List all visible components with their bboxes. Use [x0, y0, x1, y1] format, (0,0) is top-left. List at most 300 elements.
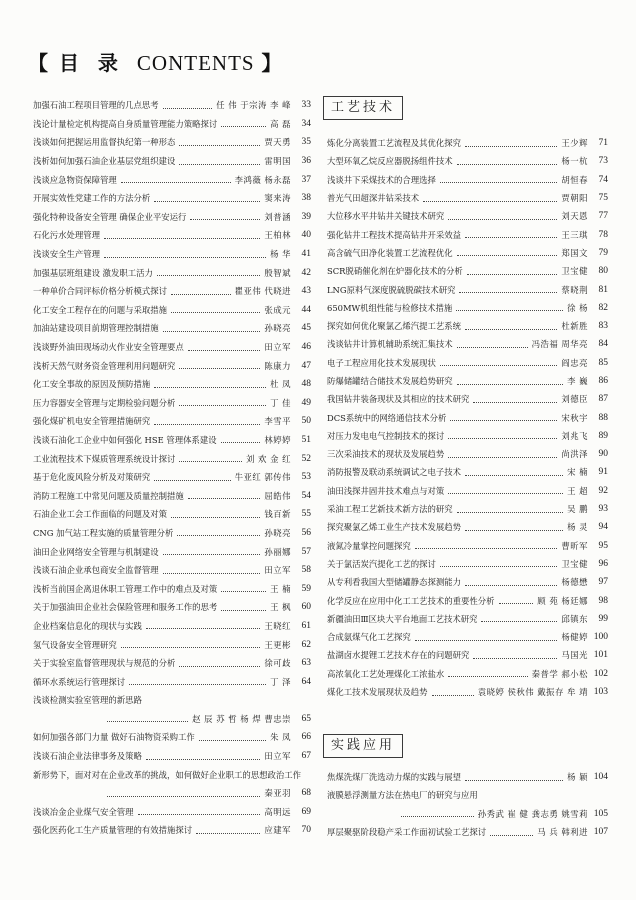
dot-leader — [121, 647, 261, 648]
entry-title: 浅谈检测实验室管理的新思路 — [33, 695, 142, 706]
entry-page: 107 — [593, 827, 608, 838]
entry-authors: 高 磊 — [270, 118, 291, 129]
entry-authors: 宋秋宇 — [561, 412, 588, 423]
entry-line — [327, 573, 608, 591]
entry-title: 浅谈石油企业法律事务及策略 — [33, 751, 142, 762]
entry-title: 高浓氧化工艺处理煤化工浓盐水 — [327, 668, 445, 679]
entry-line — [33, 263, 311, 282]
dot-leader — [196, 833, 260, 834]
entry-authors: 王三琪 — [561, 229, 588, 240]
dot-leader — [107, 721, 188, 722]
entry-authors: 孙晓亮 — [264, 323, 291, 334]
entry-page: 42 — [301, 267, 311, 278]
entry-title: 浅谈钻井计算机辅助系统汇集技术 — [327, 339, 453, 350]
entry-title: 强化特种设备安全管理 确保企业平安运行 — [33, 211, 187, 222]
dot-leader — [456, 310, 563, 311]
toc-entry — [33, 468, 311, 487]
entry-authors: 杨 颖 — [567, 772, 588, 783]
entry-line — [33, 747, 311, 766]
entry-line — [33, 635, 311, 654]
entry-title: 氢气设备安全管理研究 — [33, 639, 117, 650]
entry-authors: 吴 鹏 — [567, 504, 588, 515]
entry-authors: 丁 泽 — [270, 676, 291, 687]
entry-authors: 朱 凤 — [270, 732, 291, 743]
entry-authors: 王 楠 — [270, 583, 291, 594]
entry-title: 强化医药化工生产质量管理的有效措施探讨 — [33, 825, 193, 836]
entry-title: 浅析如何加强石油企业基层党组织建设 — [33, 156, 176, 167]
entry-page: 95 — [598, 540, 608, 551]
toc-entry — [33, 524, 311, 543]
entry-line — [327, 317, 608, 335]
entry-page: 104 — [593, 772, 608, 783]
entry-authors: 应建军 — [264, 825, 291, 836]
entry-title: 探究如何优化聚氯乙烯汽提工艺系统 — [327, 321, 461, 332]
entry-page: 86 — [598, 376, 608, 386]
entry-title: 油田浅探井固井技术难点与对策 — [327, 485, 445, 496]
entry-line — [327, 262, 608, 280]
entry-authors: 林婷婷 — [264, 434, 291, 445]
entry-page: 58 — [301, 565, 311, 576]
toc-entry — [327, 171, 608, 189]
entry-page: 41 — [301, 249, 311, 260]
dot-leader — [171, 294, 231, 295]
entry-line — [327, 390, 608, 408]
section-heading-practical-application: 实践应用 — [323, 734, 403, 758]
toc-entry — [327, 244, 608, 262]
entry-line — [33, 226, 311, 245]
dot-leader — [448, 438, 557, 439]
entry-line — [327, 280, 608, 298]
entry-line — [33, 208, 311, 227]
toc-entry — [33, 542, 311, 561]
entry-title: 循环水系统运行管理探讨 — [33, 676, 126, 687]
entry-page: 70 — [301, 825, 311, 836]
dot-leader — [221, 610, 266, 611]
dot-leader — [129, 684, 266, 685]
entry-page: 34 — [301, 118, 311, 129]
entry-line — [327, 463, 608, 481]
entry-line — [33, 542, 311, 561]
dot-leader — [490, 835, 533, 836]
entry-authors: 马 兵 韩利进 — [537, 827, 588, 838]
entry-page: 74 — [598, 174, 608, 185]
dot-leader — [163, 554, 261, 555]
entry-line — [33, 505, 311, 524]
dot-leader — [465, 475, 563, 476]
toc-entry — [33, 133, 311, 152]
entry-title: DCS系统中的网络通信技术分析 — [327, 412, 447, 423]
dot-leader — [179, 145, 260, 146]
toc-entry — [327, 786, 608, 823]
entry-title: 我国钻井装备现状及其相应的技术研究 — [327, 394, 470, 405]
entry-line — [327, 610, 608, 628]
entry-page: 99 — [598, 613, 608, 624]
entry-page: 61 — [301, 620, 311, 631]
entry-title: 关于实验室监督管理现状与规范的分析 — [33, 658, 176, 669]
entry-line — [33, 672, 311, 691]
toc-entry — [327, 500, 608, 518]
entry-title: 焦煤洗煤厂洗选动力煤的实践与展望 — [327, 772, 461, 783]
contents-heading — [28, 50, 282, 76]
entry-title-line — [33, 765, 311, 784]
dot-leader — [190, 219, 260, 220]
entry-title: 炼化分离装置工艺流程及其优化探究 — [327, 138, 461, 149]
entry-title: 浅谈冶金企业煤气安全管理 — [33, 806, 134, 817]
toc-entry — [327, 555, 608, 573]
dot-leader — [457, 512, 563, 513]
entry-line — [33, 431, 311, 450]
entry-line — [327, 354, 608, 372]
entry-line — [33, 617, 311, 636]
entry-page: 89 — [598, 430, 608, 441]
entry-page: 78 — [598, 229, 608, 240]
entry-title: 关于加强油田企业社会保险管理和服务工作的思考 — [33, 602, 218, 613]
entry-authors: 杨 灵 — [567, 522, 588, 533]
entry-page: 35 — [301, 137, 311, 148]
dot-leader — [104, 238, 260, 239]
dot-leader — [448, 676, 527, 677]
entry-title: 防爆储罐结合储技术发展趋势研究 — [327, 376, 453, 386]
entry-authors: 贾天勇 — [264, 137, 291, 148]
entry-page: 82 — [598, 302, 608, 313]
entry-authors: 冯浩福 周华亮 — [531, 339, 588, 350]
dot-leader — [465, 585, 557, 586]
entry-line — [327, 555, 608, 573]
entry-line — [327, 482, 608, 500]
toc-entry — [33, 152, 311, 171]
entry-title: 液氮冷量掌控问题探究 — [327, 540, 411, 551]
entry-title: 如何加强各部门力量 做好石油物资采购工作 — [33, 732, 195, 743]
entry-title: 浅谈如何把握运用监督执纪第一种形态 — [33, 137, 176, 148]
entry-line — [327, 823, 608, 841]
entry-title: 浅谈井下采煤技术的合理选择 — [327, 174, 436, 185]
toc-entry — [33, 356, 311, 375]
entry-authors: 杜新胜 — [561, 321, 588, 332]
toc-entry — [33, 338, 311, 357]
entry-page: 96 — [598, 558, 608, 569]
entry-author-line — [33, 784, 311, 803]
entry-authors: 丁 佳 — [270, 397, 291, 408]
toc-entry — [33, 654, 311, 673]
entry-page: 57 — [301, 546, 311, 557]
entry-title: 企业档案信息化的现状与实践 — [33, 620, 142, 631]
entry-line — [327, 408, 608, 426]
entry-authors: 王 枫 — [270, 602, 291, 613]
entry-authors: 卫宝健 — [561, 266, 588, 277]
entry-authors: 高明远 — [264, 806, 291, 817]
entry-page: 101 — [593, 650, 608, 661]
entry-line — [33, 189, 311, 208]
entry-line — [327, 500, 608, 518]
entry-title: 压力容器安全管理与定期检验问题分析 — [33, 397, 176, 408]
dot-leader — [423, 201, 557, 202]
dot-leader — [440, 182, 558, 183]
dot-leader — [163, 108, 213, 109]
entry-authors: 贾朝阳 — [561, 193, 588, 204]
toc-entry — [33, 301, 311, 320]
entry-page: 56 — [301, 527, 311, 538]
entry-line — [33, 319, 311, 338]
entry-page: 63 — [301, 658, 311, 669]
entry-authors: 王晓红 — [264, 620, 291, 631]
entry-title: 采油工程工艺新技术新方法的研究 — [327, 504, 453, 515]
entry-page: 102 — [593, 668, 608, 679]
dot-leader — [107, 796, 260, 797]
toc-entry — [327, 225, 608, 243]
toc-entry — [33, 208, 311, 227]
toc-entry — [327, 628, 608, 646]
entry-author-line — [327, 805, 608, 823]
entry-line — [327, 445, 608, 463]
entry-page: 91 — [598, 467, 608, 478]
entry-line — [33, 356, 311, 375]
entry-page: 65 — [301, 713, 311, 724]
entry-title: 三次采油技术的现状及发展趋势 — [327, 449, 445, 460]
toc-entry — [33, 486, 311, 505]
dot-leader — [465, 530, 563, 531]
toc-entry — [33, 245, 311, 264]
entry-page: 53 — [301, 472, 311, 483]
entry-line — [33, 449, 311, 468]
entry-line — [327, 665, 608, 683]
dot-leader — [138, 814, 261, 815]
entry-authors: 雷明国 — [264, 156, 291, 167]
entry-line — [327, 189, 608, 207]
toc-entry — [327, 445, 608, 463]
entry-page: 43 — [301, 286, 311, 297]
entry-page: 44 — [301, 304, 311, 315]
toc-entry — [33, 579, 311, 598]
dot-leader — [473, 658, 557, 659]
entry-title: 浅析当前国企离退休职工管理工作中的难点及对策 — [33, 583, 218, 594]
entry-authors: 徐可歧 — [264, 658, 291, 669]
entry-authors: 袁晓婷 侯秋伟 戴振存 牟 靖 — [477, 687, 588, 698]
entry-authors: 蔡晓荆 — [561, 284, 588, 295]
dot-leader — [465, 237, 557, 238]
toc-entry — [33, 115, 311, 134]
dot-leader — [146, 628, 261, 629]
entry-authors: 郑国文 — [561, 247, 588, 258]
right-column-section-entries — [327, 134, 608, 701]
entry-authors: 秦亚羽 — [264, 788, 291, 799]
heading-title-cn: 目 录 — [58, 51, 124, 75]
toc-entry — [327, 189, 608, 207]
toc-entry — [33, 394, 311, 413]
entry-line — [33, 412, 311, 431]
entry-title: 普光气田超深井钻采技术 — [327, 193, 420, 204]
entry-authors: 田立军 — [264, 342, 291, 353]
entry-authors: 牛亚红 郭传伟 — [234, 472, 291, 483]
entry-authors: 秦普学 郝小松 — [531, 668, 588, 679]
entry-page: 45 — [301, 323, 311, 334]
entry-authors: 田立军 — [264, 751, 291, 762]
entry-authors: 王柏林 — [264, 230, 291, 241]
entry-line — [33, 375, 311, 394]
dot-leader — [473, 402, 557, 403]
toc-entry — [327, 518, 608, 536]
entry-page: 80 — [598, 266, 608, 277]
entry-page: 97 — [598, 577, 608, 588]
entry-page: 62 — [301, 639, 311, 650]
dot-leader — [154, 387, 266, 388]
heading-title-en: CONTENTS — [136, 51, 255, 75]
entry-authors: 屈皓伟 — [264, 490, 291, 501]
entry-authors: 杨 华 — [270, 249, 291, 260]
entry-line — [33, 468, 311, 487]
entry-title-line — [33, 691, 311, 710]
entry-line — [327, 537, 608, 555]
entry-line — [33, 598, 311, 617]
entry-title: 盐湖卤水提锂工艺技术存在的问题研究 — [327, 650, 470, 661]
dot-leader — [154, 424, 260, 425]
heading-bracket-open: 【 — [28, 51, 48, 75]
toc-entry — [33, 189, 311, 208]
entry-title: 浅论计量检定机构提高自身质量管理能力策略探讨 — [33, 118, 218, 129]
entry-title: 化工安全事故的原因及预防措施 — [33, 379, 151, 390]
dot-leader — [104, 257, 266, 258]
dot-leader — [221, 442, 261, 443]
entry-page: 59 — [301, 583, 311, 594]
entry-line — [327, 372, 608, 390]
entry-page: 47 — [301, 360, 311, 371]
entry-page: 81 — [598, 284, 608, 295]
entry-page: 88 — [598, 412, 608, 423]
entry-line — [327, 171, 608, 189]
dot-leader — [457, 255, 558, 256]
entry-authors: 徐 杨 — [567, 302, 588, 313]
toc-entry — [327, 482, 608, 500]
toc-entry — [33, 672, 311, 691]
entry-authors: 杨一杭 — [561, 156, 588, 167]
entry-title: 石化污水处理管理 — [33, 230, 100, 241]
entry-authors: 王 超 — [567, 485, 588, 496]
entry-title: 大位移水平井钻井关键技术研究 — [327, 211, 445, 222]
entry-page: 33 — [301, 100, 311, 111]
entry-line — [327, 335, 608, 353]
dot-leader — [448, 219, 557, 220]
entry-authors: 邱镇东 — [561, 613, 588, 624]
entry-authors: 尚洪泽 — [561, 449, 588, 460]
entry-authors: 杨健婷 — [561, 632, 588, 643]
entry-page: 79 — [598, 247, 608, 258]
entry-line — [33, 486, 311, 505]
entry-page: 69 — [301, 806, 311, 817]
dot-leader — [401, 816, 474, 817]
entry-line — [327, 207, 608, 225]
dot-leader — [457, 384, 563, 385]
entry-authors: 卫宝健 — [561, 558, 588, 569]
dot-leader — [199, 740, 266, 741]
entry-line — [327, 152, 608, 170]
entry-title: 高含硫气田净化装置工艺流程优化 — [327, 247, 453, 258]
dot-leader — [163, 331, 261, 332]
dot-leader — [465, 329, 557, 330]
entry-line — [327, 225, 608, 243]
entry-authors: 陈康力 — [264, 360, 291, 371]
entry-authors: 王少辉 — [561, 138, 588, 149]
entry-page: 68 — [301, 788, 311, 799]
entry-authors: 宋 楠 — [567, 467, 588, 478]
entry-title: 油田企业网络安全管理与机制建设 — [33, 546, 159, 557]
entry-page: 40 — [301, 230, 311, 241]
entry-line — [33, 579, 311, 598]
entry-title: 加强基层班组建设 激发职工活力 — [33, 267, 153, 278]
entry-authors: 窦来涛 — [264, 193, 291, 204]
toc-entry — [327, 280, 608, 298]
entry-authors: 孙晓亮 — [264, 527, 291, 538]
dot-leader — [188, 498, 261, 499]
entry-title: 探究聚氯乙烯工业生产技术发展趋势 — [327, 522, 461, 533]
entry-line — [327, 134, 608, 152]
toc-entry — [327, 427, 608, 445]
entry-title: SCR脱硝催化剂在炉器化技术的分析 — [327, 266, 463, 277]
dot-leader — [171, 312, 260, 313]
entry-title: 浅析天然气财务资金管理利用问题研究 — [33, 360, 176, 371]
entry-title: 消防工程施工中常见问题及质量控制措施 — [33, 490, 184, 501]
toc-entry — [33, 319, 311, 338]
section-heading-process-technology: 工艺技术 — [323, 96, 403, 120]
entry-authors: 孙丽娜 — [264, 546, 291, 557]
toc-entry — [327, 134, 608, 152]
toc-entry — [327, 354, 608, 372]
dot-leader — [171, 517, 260, 518]
entry-line — [33, 338, 311, 357]
entry-page: 87 — [598, 394, 608, 405]
dot-leader — [154, 480, 230, 481]
entry-title: 基于危化废风险分析及对策研究 — [33, 472, 151, 483]
entry-page: 55 — [301, 509, 311, 520]
entry-title: 加油站建设项目前期管理控制措施 — [33, 323, 159, 334]
toc-entry — [33, 803, 311, 822]
entry-line — [327, 768, 608, 786]
entry-page: 103 — [593, 687, 608, 698]
toc-entry — [33, 226, 311, 245]
entry-authors: 杜 凤 — [270, 379, 291, 390]
dot-leader — [179, 405, 266, 406]
entry-page: 49 — [301, 397, 311, 408]
toc-entry — [327, 372, 608, 390]
entry-title: 液膜悬浮测量方法在热电厂的研究与应用 — [327, 790, 478, 801]
entry-line — [327, 646, 608, 664]
entry-line — [327, 299, 608, 317]
dot-leader — [121, 182, 231, 183]
toc-entry — [327, 408, 608, 426]
entry-authors: 李鸿薇 杨永磊 — [234, 174, 291, 185]
entry-line — [33, 152, 311, 171]
dot-leader — [179, 666, 260, 667]
entry-authors: 任 伟 于宗涛 李 峰 — [216, 100, 291, 111]
entry-line — [327, 628, 608, 646]
entry-page: 36 — [301, 156, 311, 167]
toc-entry — [327, 665, 608, 683]
entry-authors: 李 巍 — [567, 376, 588, 386]
entry-title: 石油企业工会工作面临的问题及对策 — [33, 509, 167, 520]
entry-line — [33, 654, 311, 673]
dot-leader — [179, 368, 260, 369]
entry-line — [33, 394, 311, 413]
entry-page: 83 — [598, 321, 608, 332]
toc-entry — [33, 263, 311, 282]
entry-authors: 刘普涵 — [264, 211, 291, 222]
toc-entry — [327, 390, 608, 408]
entry-line — [33, 115, 311, 134]
toc-entry — [33, 635, 311, 654]
entry-title: 加强石油工程项目管理的几点思考 — [33, 100, 159, 111]
toc-entry — [327, 591, 608, 609]
entry-page: 60 — [301, 602, 311, 613]
entry-page: 85 — [598, 357, 608, 368]
entry-authors: 马国光 — [561, 650, 588, 661]
